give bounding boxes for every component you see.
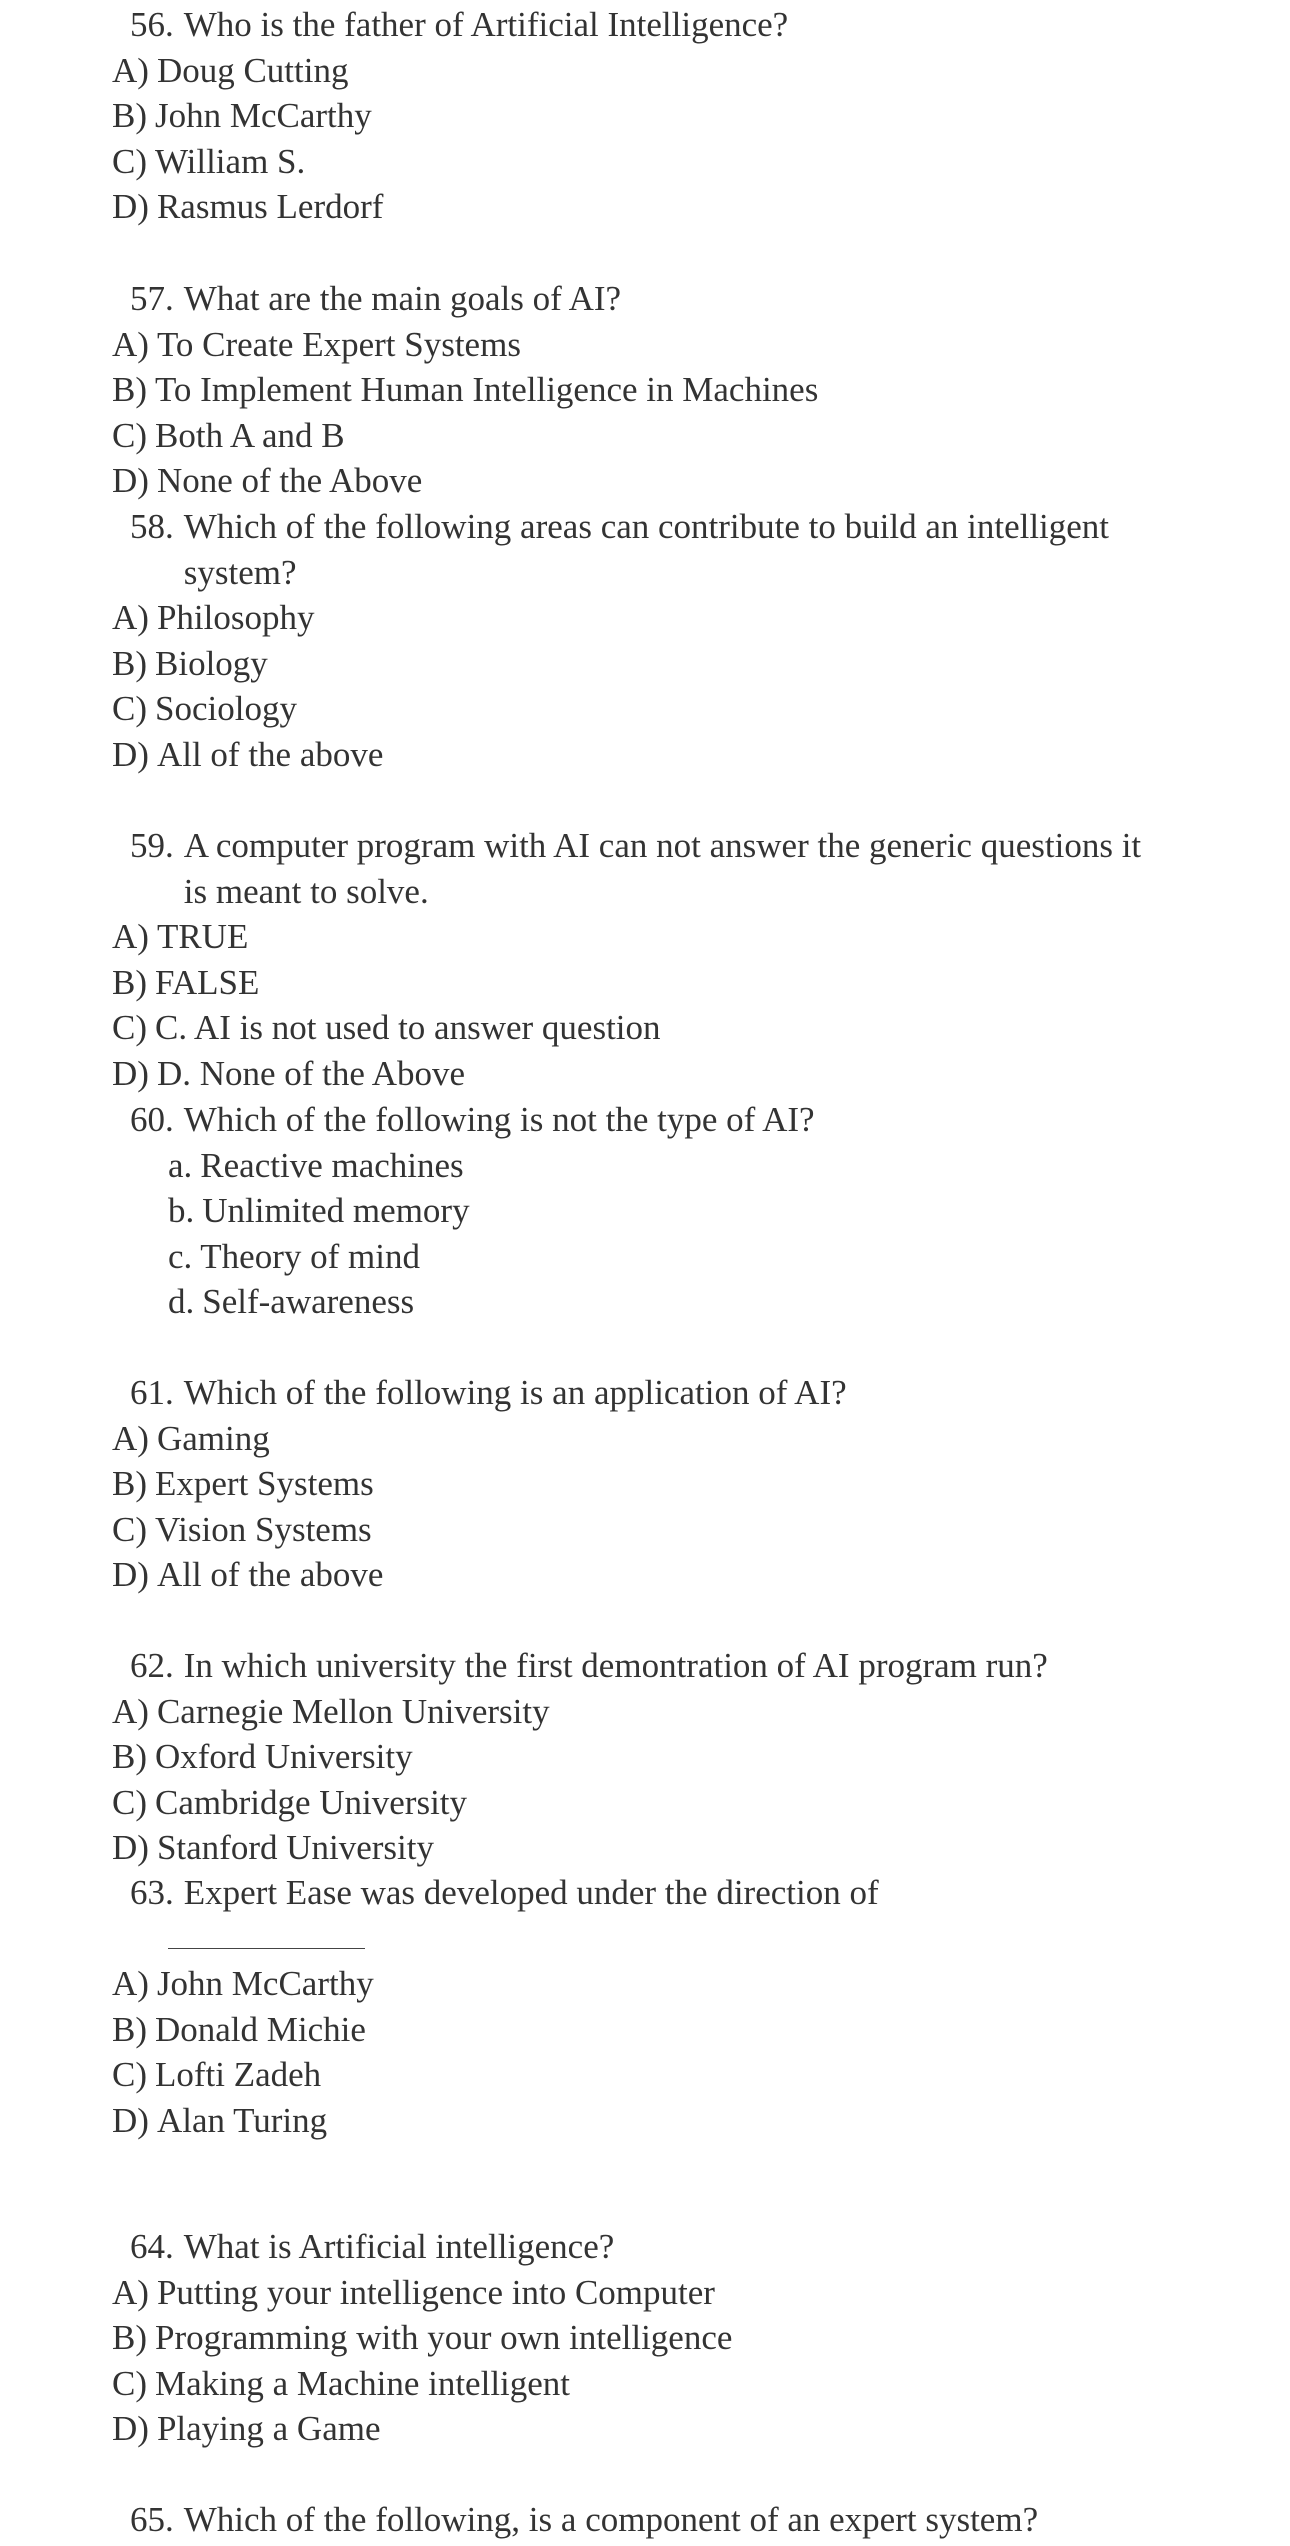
- option-b: B) To Implement Human Intelligence in Machines: [112, 370, 819, 410]
- question-text: In which university the first demontration of AI program run?: [183, 1646, 1048, 1685]
- option-a: A) Gaming: [112, 1418, 270, 1458]
- question-number: 65.: [130, 2500, 174, 2539]
- option-c: c. Theory of mind: [168, 1236, 420, 1276]
- question-title: [130, 1097, 1180, 1143]
- question-60: [0, 1097, 1290, 1325]
- option-d: d. Self-awareness: [168, 1282, 415, 1322]
- question-title: [130, 1870, 1180, 1916]
- option-b: b. Unlimited memory: [168, 1191, 470, 1231]
- question-61: [0, 1370, 1290, 1598]
- option-a: A) Philosophy: [112, 598, 315, 638]
- question-title: [130, 2224, 1180, 2270]
- option-a: A) John McCarthy: [112, 1964, 374, 2004]
- question-58: [0, 504, 1290, 778]
- question-63: [0, 1870, 1290, 2144]
- question-number: 63.: [130, 1873, 174, 1912]
- question-65: [0, 2497, 1290, 2543]
- option-b: B) Oxford University: [112, 1737, 413, 1777]
- option-c: C) Vision Systems: [112, 1509, 372, 1549]
- question-title: [130, 2497, 1180, 2543]
- question-text: Expert Ease was developed under the direction of: [183, 1873, 879, 1912]
- question-text: What are the main goals of AI?: [183, 279, 622, 318]
- option-a: a. Reactive machines: [168, 1145, 464, 1185]
- question-number: 64.: [130, 2227, 174, 2266]
- option-b: B) Programming with your own intelligence: [112, 2318, 733, 2358]
- option-b: B) Donald Michie: [112, 2009, 366, 2049]
- answer-blank: [168, 1916, 365, 1962]
- question-number: 57.: [130, 279, 174, 318]
- option-c: C) Cambridge University: [112, 1782, 468, 1822]
- option-b: B) Biology: [112, 643, 268, 683]
- question-56: [0, 2, 1290, 230]
- option-d: D) All of the above: [112, 1555, 384, 1595]
- option-d: D) Alan Turing: [112, 2100, 328, 2140]
- question-text: Which of the following areas can contribute to build an intelligent system?: [183, 507, 1110, 592]
- option-b: B) FALSE: [112, 962, 260, 1002]
- question-number: 56.: [130, 5, 174, 44]
- option-a: A) Putting your intelligence into Computer: [112, 2272, 715, 2312]
- question-number: 60.: [130, 1100, 174, 1139]
- option-a: A) TRUE: [112, 917, 249, 957]
- question-text: What is Artificial intelligence?: [183, 2227, 615, 2266]
- question-number: 58.: [130, 507, 174, 546]
- option-c: C) Sociology: [112, 689, 297, 729]
- question-text: Who is the father of Artificial Intelligence?: [183, 5, 789, 44]
- option-b: B) John McCarthy: [112, 96, 372, 136]
- question-number: 62.: [130, 1646, 174, 1685]
- option-d: D) Playing a Game: [112, 2409, 381, 2449]
- question-57: [0, 276, 1290, 504]
- question-title: [130, 504, 1180, 595]
- option-c: C) Lofti Zadeh: [112, 2055, 322, 2095]
- question-text: Which of the following is an application of AI?: [183, 1373, 847, 1412]
- option-d: D) All of the above: [112, 734, 384, 774]
- question-title: [130, 2, 1180, 48]
- option-d: D) None of the Above: [112, 461, 423, 501]
- option-d: D) Rasmus Lerdorf: [112, 187, 384, 227]
- question-title: [130, 823, 1180, 914]
- option-d: D) D. None of the Above: [112, 1053, 466, 1093]
- question-text: Which of the following is not the type of AI?: [183, 1100, 815, 1139]
- question-title: [130, 1370, 1180, 1416]
- question-title: [130, 1643, 1180, 1689]
- option-c: C) C. AI is not used to answer question: [112, 1008, 661, 1048]
- option-a: A) Doug Cutting: [112, 50, 349, 90]
- option-d: D) Stanford University: [112, 1828, 434, 1868]
- question-number: 61.: [130, 1373, 174, 1412]
- option-c: C) Making a Machine intelligent: [112, 2363, 571, 2403]
- question-64: [0, 2224, 1290, 2452]
- option-c: C) Both A and B: [112, 415, 345, 455]
- question-title: [130, 276, 1180, 322]
- option-c: C) William S.: [112, 141, 306, 181]
- question-number: 59.: [130, 826, 174, 865]
- question-text: A computer program with AI can not answer the generic questions it is meant to solve.: [183, 826, 1142, 911]
- option-a: A) To Create Expert Systems: [112, 324, 521, 364]
- question-text: Which of the following, is a component of an expert system?: [183, 2500, 1039, 2539]
- question-62: [0, 1643, 1290, 1871]
- question-59: [0, 823, 1290, 1097]
- option-a: A) Carnegie Mellon University: [112, 1691, 550, 1731]
- option-b: B) Expert Systems: [112, 1464, 374, 1504]
